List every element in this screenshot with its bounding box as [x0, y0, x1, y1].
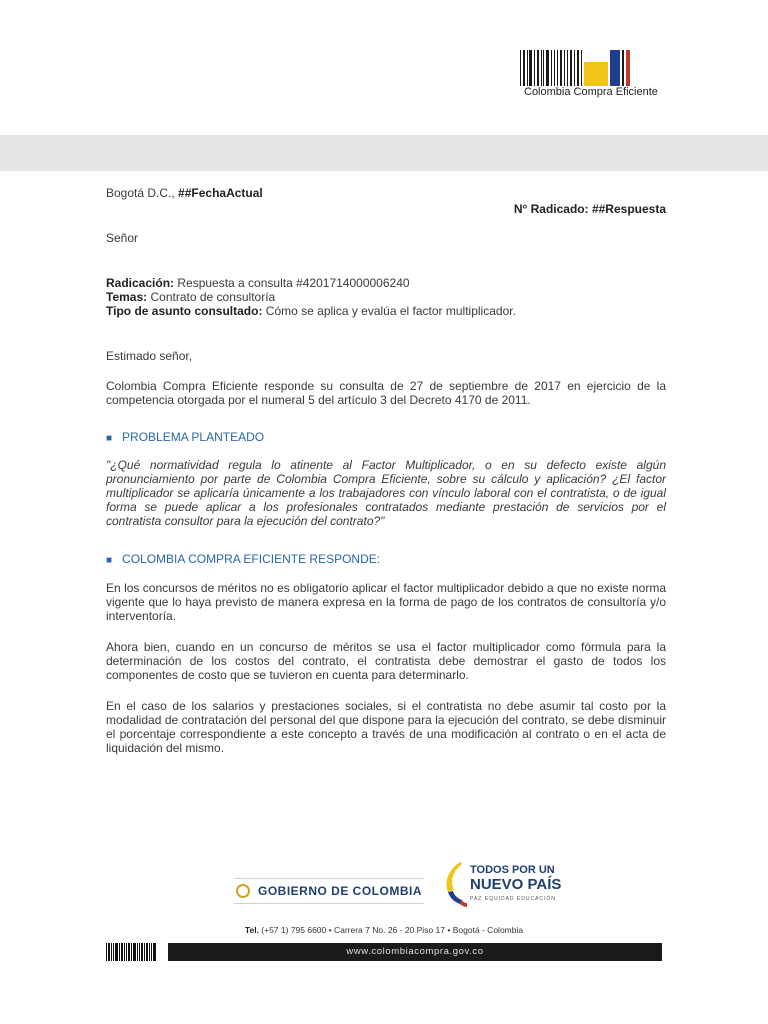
radicado-number: N° Radicado: ##Respuesta — [513, 202, 666, 216]
intro-paragraph: Colombia Compra Eficiente responde su consulta de 27 de septiembre de 2017 en ejercicio de la competencia otorgada por el numeral 5 del artículo 3 del Decreto 4170 de 2011. — [106, 379, 666, 407]
heading-problema — [106, 428, 666, 446]
answer-paragraph-2: Ahora bien, cuando en un concurso de méritos se usa el factor multiplicador como fórmula para la determinación de los costos del contrato, el contratista debe demostrar el gasto de todos los componentes de costo que se tuvieron en cuenta para determinarlo. — [106, 640, 666, 682]
contact-info — [0, 925, 768, 935]
bullet-icon: ■ — [106, 555, 113, 566]
header-band — [0, 135, 768, 171]
website-banner — [168, 943, 662, 961]
answer-paragraph-1: En los concursos de méritos no es obligatorio aplicar el factor multiplicador debido a que no existe norma vigente que lo haya previsto de manera expresa en la forma de pago de los contratos de consultoría y/o interventoría. — [106, 581, 666, 623]
tipo-value: Cómo se aplica y evalúa el factor multiplicador. — [262, 304, 516, 318]
logo-red-block — [626, 50, 630, 86]
np-line2: NUEVO PAÍS — [470, 876, 562, 893]
flag-swoosh-icon — [440, 860, 468, 910]
logo-text: Colombia Compra Eficiente — [524, 86, 658, 98]
city-date — [106, 186, 263, 200]
reference-block — [106, 276, 666, 318]
np-line1: TODOS POR UN — [470, 864, 555, 876]
tipo-label: Tipo de asunto consultado: — [106, 304, 263, 318]
gobierno-text: GOBIERNO DE COLOMBIA — [257, 884, 422, 898]
contact-tel-label: Tel. — [244, 925, 259, 935]
bullet-icon: ■ — [106, 433, 113, 444]
contact-details: (+57 1) 795 6600 • Carrera 7 No. 26 - 20 Piso 17 • Bogotá - Colombia — [258, 925, 524, 935]
tipo-line — [106, 304, 666, 318]
heading-responde-text: COLOMBIA COMPRA EFICIENTE RESPONDE: — [122, 552, 381, 566]
colombia-seal-icon — [236, 884, 250, 898]
greeting: Estimado señor, — [106, 349, 193, 363]
radicacion-line — [106, 276, 666, 290]
footer-bar — [106, 943, 662, 961]
website-link[interactable]: www.colombiacompra.gov.co — [346, 946, 484, 957]
temas-value: Contrato de consultoría — [147, 290, 276, 304]
heading-responde — [106, 550, 666, 568]
quoted-question: "¿Qué normatividad regula lo atinente al Factor Multiplicador, o en su defecto existe algún pronunciamiento por parte de Colombia Compra Eficiente, sobre su cálculo y aplicación? ¿El factor multiplicador se aplicaría únicamente a los trabajadores con vínculo laboral con el contratista, o de igual forma se puede aplicar a los profesionales contratados mediante prestación de servicios por el contratista consultor para la ejecución del contrato?" — [106, 458, 666, 528]
np-line3: PAZ EQUIDAD EDUCACIÓN — [470, 896, 556, 902]
nuevo-pais-logo — [440, 858, 562, 914]
footer-barcode-icon — [106, 943, 164, 961]
city-date-prefix: Bogotá D.C., — [106, 186, 179, 200]
logo-yellow-block — [584, 62, 608, 86]
answer-paragraph-3: En el caso de los salarios y prestaciones sociales, si el contratista no debe asumir tal costo por la modalidad de contratación del personal del que dispone para la ejecución del contrato, se debe disminuir el porcentaje correspondiente a este concepto a través de una modificación al contrato o en el acta de liquidación del mismo. — [106, 699, 666, 755]
temas-label: Temas: — [106, 290, 148, 304]
logo-blue-block — [610, 50, 620, 86]
logo-barcode-icon — [520, 46, 630, 86]
addressee: Señor — [106, 231, 139, 245]
date-variable: ##FechaActual — [178, 186, 263, 200]
temas-line — [106, 290, 666, 304]
colombia-compra-logo — [520, 46, 670, 102]
gobierno-logo — [234, 878, 424, 904]
heading-problema-text: PROBLEMA PLANTEADO — [122, 430, 265, 444]
radicacion-value: Respuesta a consulta #4201714000006240 — [174, 276, 410, 290]
radicacion-label: Radicación: — [106, 276, 175, 290]
